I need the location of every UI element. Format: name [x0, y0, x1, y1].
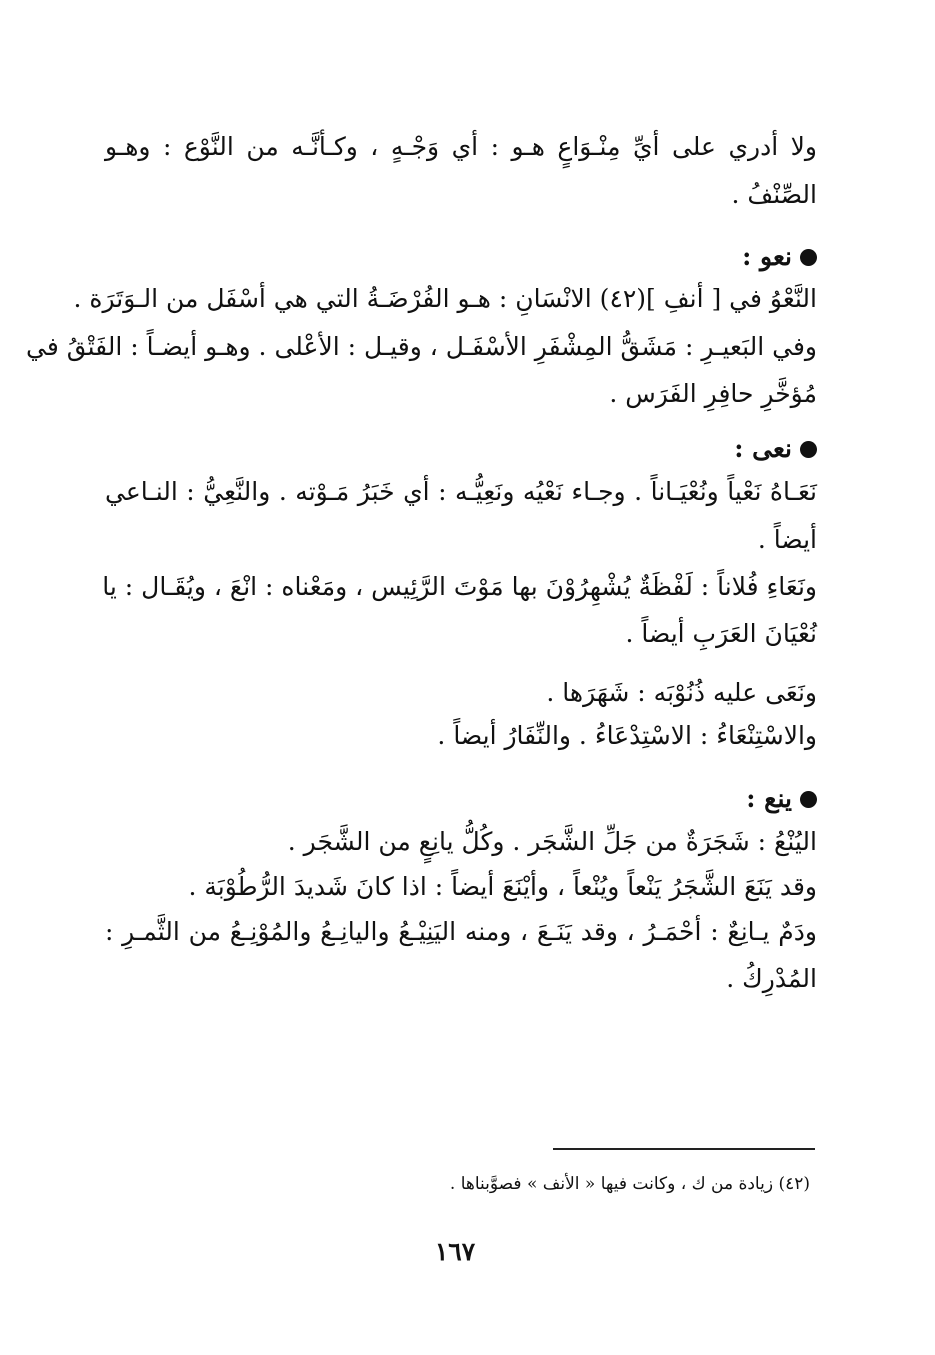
text-line: نَعَـاهُ نَعْياً ونُعْيَـاناً . وجـاء نَعْيُه ونَعِيُّـه : أي خَبَرُ مَـوْته . والنَّعِيُّ : النـاعي: [105, 477, 817, 506]
text-line: الصِّنْفُ .: [731, 180, 817, 209]
text-line: أيضاً .: [757, 525, 817, 554]
text-line: ولا أدري على أيِّ مِنْـوَاعٍ هـو : أي وَجْـهٍ ، وكـأنَّـه من النَّوْع : وهـو: [105, 132, 817, 161]
text-line: مُؤخَّرِ حافِرِ الفَرَس .: [609, 379, 817, 408]
entry-heading-nahy: [734, 432, 817, 466]
bullet-icon: [800, 791, 817, 808]
bullet-icon: [800, 249, 817, 266]
entry-heading-yana: [746, 782, 817, 816]
entry-heading-label: نعو :: [742, 242, 792, 271]
entry-heading-label: نعى :: [734, 434, 792, 463]
text-line: المُدْرِكُ .: [726, 964, 817, 993]
entry-heading-label: ينع :: [746, 784, 792, 813]
text-line: وقد يَنَعَ الشَّجَرُ يَنْعاً ويُنْعاً ، وأيْنَعَ أيضاً : اذا كانَ شَديدَ الرُّطُوْبَة .: [188, 872, 817, 901]
page-number: ١٦٧: [434, 1237, 476, 1266]
text-line: وفي البَعيـرِ : مَشَقُّ المِشْفَرِ الأسْفَـل ، وقيـل : الأعْلى . وهـو أيضـاً : الفَتْقُ في: [25, 332, 817, 361]
text-line: نُعْيَانَ العَرَبِ أيضاً .: [625, 619, 817, 648]
entry-heading-nahw: [742, 240, 817, 274]
footnote-separator: [553, 1148, 815, 1150]
text-line: النَّعْوُ في [ أنفِ ](٤٢) الانْسَانِ : هـو الفُرْضَـةُ التي هي أسْفَل من الـوَتَرَة .: [73, 284, 817, 313]
text-line: اليُنْعُ : شَجَرَةٌ من جَلِّ الشَّجَر . وكُلُّ يانِعٍ من الشَّجَر .: [287, 827, 817, 856]
footnote: (٤٢) زيادة من ك ، وكانت فيها « الأنف » فصوَّبناها .: [449, 1174, 810, 1194]
text-line: ونَعَى عليه ذُنُوْبَه : شَهَرَها .: [546, 678, 817, 707]
text-line: والاسْتِنْعَاءُ : الاسْتِدْعَاءُ . والنِّفَارُ أيضاً .: [437, 721, 817, 750]
text-line: ودَمٌ يـانِعٌ : أحْمَـرُ ، وقد يَنَـعَ ، ومنه اليَنِيْـعُ واليانِـعُ والمُوْنِـعُ من الثَّمـرِ :: [105, 917, 817, 946]
bullet-icon: [800, 441, 817, 458]
text-line: ونَعَاءِ فُلاناً : لَفْظَةٌ يُشْهِرُوْنَ بها مَوْتَ الرَّئِيس ، ومَعْناه : انْعَ ، ويُقَـال : يا: [102, 572, 817, 601]
